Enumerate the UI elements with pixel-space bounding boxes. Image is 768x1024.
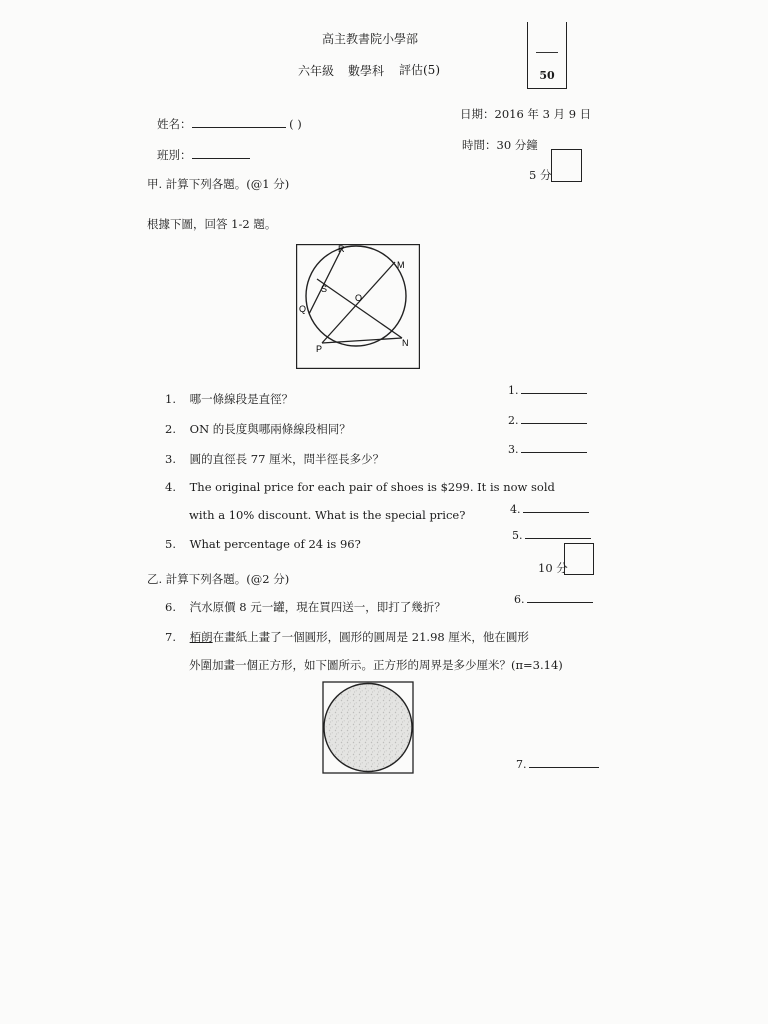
name-label: 姓名： <box>157 117 192 131</box>
section-a-score-box[interactable] <box>551 149 582 182</box>
answer-line[interactable] <box>521 413 587 424</box>
question-number: 7. <box>165 630 176 644</box>
square-circle-svg <box>322 681 414 774</box>
answer-number: 7. <box>516 758 527 771</box>
section-a-intro: 根據下圖，回答 1-2 題。 <box>147 217 277 231</box>
label-m: M <box>397 260 405 270</box>
answer-3[interactable] <box>508 442 587 456</box>
section-a-marks: 5 分 <box>529 168 552 182</box>
question-1 <box>165 391 293 407</box>
answer-7[interactable] <box>516 757 599 771</box>
total-marks-box <box>527 22 567 89</box>
class-blank[interactable] <box>192 146 250 159</box>
question-text: What percentage of 24 is 96? <box>189 537 361 551</box>
line-sn <box>317 279 402 338</box>
name-blank[interactable] <box>192 115 286 128</box>
question-4 <box>165 480 555 494</box>
name-number-paren: ( ) <box>289 117 302 131</box>
section-b-score-box[interactable] <box>564 543 594 575</box>
question-5 <box>165 537 361 551</box>
answer-1[interactable] <box>508 383 587 397</box>
question-number: 1. <box>165 392 176 406</box>
section-a-title: 甲. 計算下列各題。(@1 分) <box>147 177 290 191</box>
answer-number: 6. <box>514 593 525 606</box>
section-b-marks: 10 分 <box>538 561 568 575</box>
answer-line[interactable] <box>521 442 587 453</box>
question-7-line-2: 外圍加畫一個正方形，如下圖所示。正方形的周界是多少厘米？(π=3.14) <box>189 658 563 672</box>
question-number: 4. <box>165 480 176 494</box>
question-number: 5. <box>165 537 176 551</box>
question-3 <box>165 451 384 467</box>
answer-line[interactable] <box>527 592 593 603</box>
question-text: 圓的直徑長 77 厘米，問半徑長多少？ <box>189 452 385 466</box>
question-text: ON 的長度與哪兩條線段相同？ <box>189 422 351 436</box>
total-marks: 50 <box>539 69 555 82</box>
circle-diagram-svg <box>296 244 420 369</box>
question-text: The original price for each pair of shoes is $299. It is now sold <box>189 480 555 494</box>
exam-date: 日期：2016 年 3 月 9 日 <box>460 107 592 121</box>
school-name: 高主教書院小學部 <box>322 32 419 46</box>
answer-number: 3. <box>508 443 519 456</box>
assessment-title: 評估(5) <box>399 63 440 77</box>
answer-line[interactable] <box>529 757 599 768</box>
answer-5[interactable] <box>512 528 591 542</box>
question-number: 2. <box>165 422 176 436</box>
answer-line[interactable] <box>525 528 591 539</box>
label-q: Q <box>299 304 307 314</box>
circle-diagram <box>296 244 420 373</box>
name-field <box>157 115 302 132</box>
score-divider <box>536 52 558 53</box>
label-o: O <box>355 293 363 303</box>
question-text: 汽水原價 8 元一罐，現在買四送一，即打了幾折？ <box>189 600 446 614</box>
question-text: 在畫紙上畫了一個圓形，圓形的圓周是 21.98 厘米，他在圓形 <box>212 630 529 644</box>
question-6 <box>165 599 446 615</box>
label-s: S <box>321 284 328 294</box>
grade: 六年級 <box>298 64 335 78</box>
question-7 <box>165 629 529 645</box>
answer-line[interactable] <box>523 502 589 513</box>
section-b-title: 乙. 計算下列各題。(@2 分) <box>147 572 290 586</box>
answer-number: 4. <box>510 503 521 516</box>
student-name: 栢朗 <box>189 630 213 644</box>
answer-2[interactable] <box>508 413 587 427</box>
label-p: P <box>316 344 323 354</box>
answer-6[interactable] <box>514 592 593 606</box>
answer-line[interactable] <box>521 383 587 394</box>
question-2 <box>165 421 351 437</box>
answer-number: 1. <box>508 384 519 397</box>
question-number: 6. <box>165 600 176 614</box>
label-n: N <box>402 338 409 348</box>
square-circle-diagram <box>322 681 414 778</box>
label-r: R <box>338 244 345 254</box>
question-text: 哪一條線段是直徑？ <box>189 392 294 406</box>
answer-4[interactable] <box>510 502 589 516</box>
question-4-line-2: with a 10% discount. What is the special price? <box>189 508 466 522</box>
inner-circle <box>324 684 412 772</box>
class-field <box>157 146 250 163</box>
exam-time: 時間：30 分鐘 <box>462 138 538 152</box>
answer-number: 5. <box>512 529 523 542</box>
answer-number: 2. <box>508 414 519 427</box>
class-label: 班別： <box>157 148 192 162</box>
chord-qr <box>309 248 342 314</box>
subject: 數學科 <box>348 64 385 78</box>
question-number: 3. <box>165 452 176 466</box>
